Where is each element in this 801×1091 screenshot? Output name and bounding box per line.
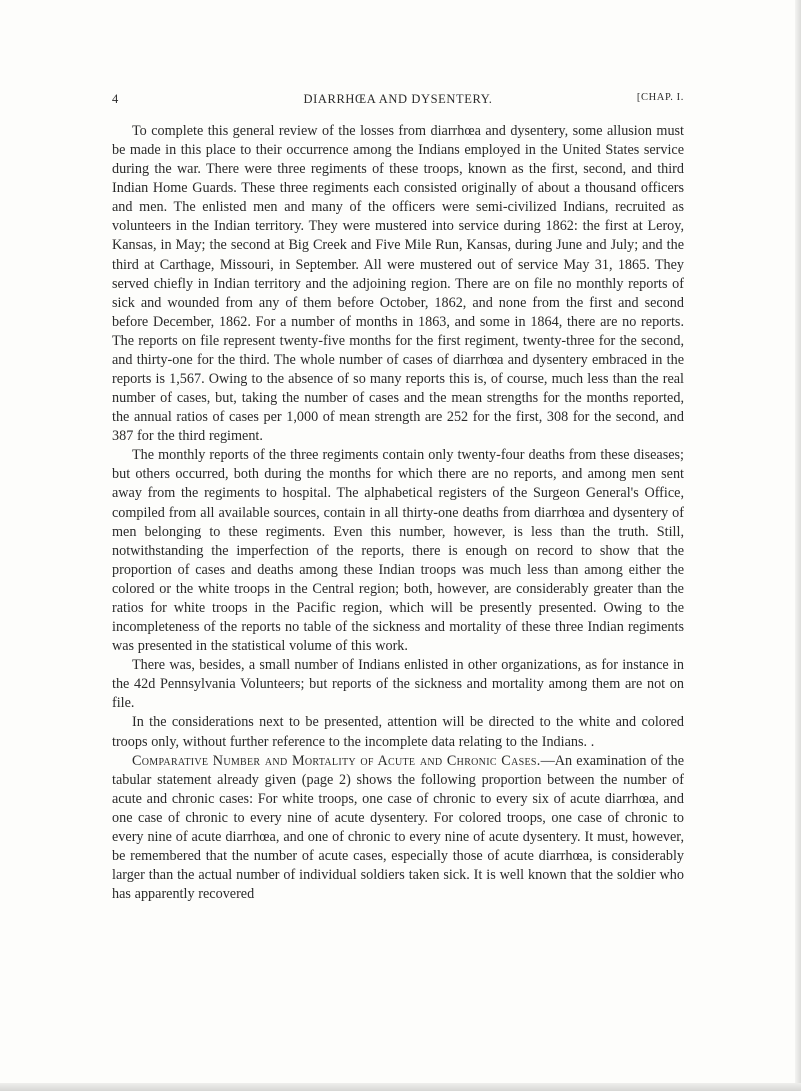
page-number: 4	[112, 92, 119, 106]
body-text	[112, 122, 684, 904]
section-paragraph	[112, 752, 684, 905]
paragraph-monthly-reports: The monthly reports of the three regiments contain only twenty-four deaths from these diseases; but others occurred, both during the months for which there are no reports, and among men sent away from the regiments to hospital. The alphabetical registers of the Surgeon General's Office, compiled from all available sources, contain in all thirty-one deaths from diarrhœa and dysentery of men belonging to these regiments. Even this number, however, is less than the truth. Still, notwithstanding the imperfection of the reports, there is enough on record to show that the proportion of cases and deaths among these Indian troops was much less than among either the colored or the white troops in the Central region; both, however, are considerably greater than the ratios for white troops in the Pacific region, which will be presently presented. Owing to the incompleteness of the reports no table of the sickness and mortality of these three Indian regiments was presented in the statistical volume of this work.	[112, 447, 684, 655]
paragraph-considerations: In the considerations next to be presented, attention will be directed to the white and colored troops only, without further reference to the incomplete data relating to the Indians. .	[112, 714, 684, 750]
section-heading: Comparative Number and Mortality of Acute and Chronic Cases.	[132, 752, 541, 769]
paragraph-other-organizations: There was, besides, a small number of Indians enlisted in other organizations, as for instance in the 42d Pennsylvania Volunteers; but reports of the sickness and mortality among them are not on file.	[112, 657, 684, 712]
running-header	[112, 92, 684, 112]
paragraph-indian-regiments: To complete this general review of the losses from diarrhœa and dysentery, some allusion must be made in this place to their occurrence among the Indians employed in the United States service during the war. There were three regiments of these troops, known as the first, second, and third Indian Home Guards. These three regiments each consisted originally of about a thousand officers and men. The enlisted men and many of the officers were semi-civilized Indians, recruited as volunteers in the Indian territory. They were mustered into service during 1862: the first at Leroy, Kansas, in May; the second at Big Creek and Five Mile Run, Kansas, during June and July; and the third at Carthage, Missouri, in September. All were mustered out of service May 31, 1865. They served chiefly in Indian territory and the adjoining region. There are on file no monthly reports of sick and wounded from any of them before October, 1862, and none from the first and second before December, 1862. For a number of months in 1863, and some in 1864, there are no reports. The reports on file represent twenty-five months for the first regiment, twenty-three for the second, and thirty-one for the third. The whole number of cases of diarrhœa and dysentery embraced in the reports is 1,567. Owing to the absence of so many reports this is, of course, much less than the real number of cases, but, taking the number of cases and the mean strengths for the months reported, the annual ratios of cases per 1,000 of mean strength are 252 for the first, 308 for the second, and 387 for the third regiment.	[112, 123, 684, 445]
chapter-label: [CHAP. I.	[636, 92, 684, 103]
page-edge-shadow	[795, 0, 801, 1091]
page-bottom-shadow	[0, 1083, 801, 1091]
section-text: —An examination of the tabular statement already given (page 2) shows the following proportion between the number of acute and chronic cases: For white troops, one case of chronic to every six of acute diarrhœa, and one case of chronic to every nine of acute dysentery. For colored troops, one case of chronic to every nine of acute diarrhœa, and one of chronic to every nine of acute dysentery. It must, however, be remembered that the number of acute cases, especially those of acute diarrhœa, is considerably larger than the actual number of individual soldiers taken sick. It is well known that the soldier who has apparently recovered	[112, 752, 684, 903]
running-title: DIARRHŒA AND DYSENTERY.	[303, 92, 493, 106]
